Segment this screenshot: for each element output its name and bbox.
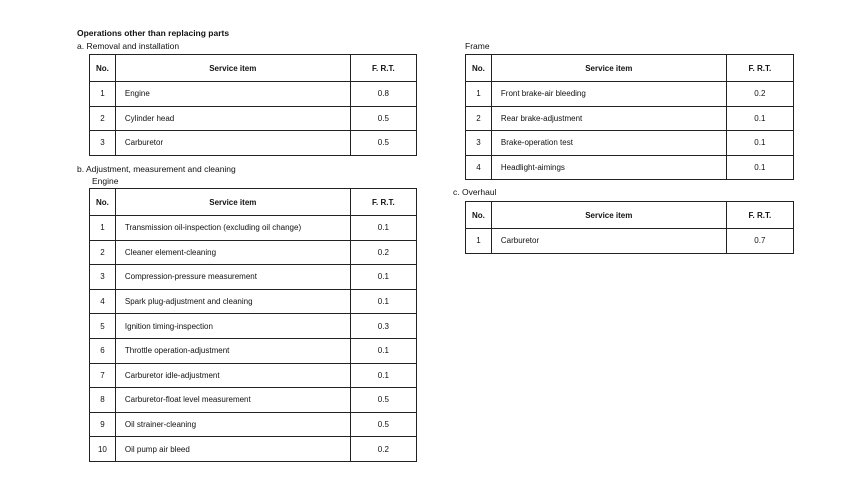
row-service-item: Rear brake-adjustment <box>491 106 726 131</box>
table-row <box>466 106 794 131</box>
row-service-item: Compression-pressure measurement <box>115 265 350 290</box>
header-frt: F. R.T. <box>350 189 416 216</box>
row-frt: 0.1 <box>350 363 416 388</box>
header-no: No. <box>466 202 492 229</box>
row-no: 7 <box>90 363 116 388</box>
table-header-row <box>90 189 417 216</box>
table-row <box>466 131 794 156</box>
row-frt: 0.5 <box>350 412 416 437</box>
table-row <box>90 216 417 241</box>
row-no: 5 <box>90 314 116 339</box>
row-frt: 0.1 <box>350 338 416 363</box>
row-no: 4 <box>466 155 492 180</box>
header-no: No. <box>90 189 116 216</box>
row-no: 2 <box>466 106 492 131</box>
row-service-item: Carburetor <box>491 229 726 254</box>
section-c-label: c. Overhaul <box>453 187 497 197</box>
row-frt: 0.7 <box>726 229 793 254</box>
header-service-item: Service item <box>115 189 350 216</box>
header-no: No. <box>466 55 492 82</box>
section-b-sublabel: Engine <box>92 176 119 186</box>
table-row <box>90 265 417 290</box>
row-no: 3 <box>90 131 116 156</box>
table-row <box>90 437 417 462</box>
table-header-row <box>90 55 417 82</box>
section-b-label: b. Adjustment, measurement and cleaning <box>77 164 236 174</box>
table-row <box>90 82 417 107</box>
overhaul-table <box>465 201 794 254</box>
row-no: 2 <box>90 106 116 131</box>
adjustment-engine-table <box>89 188 417 462</box>
table-header-row <box>466 202 794 229</box>
header-frt: F. R.T. <box>726 202 793 229</box>
header-no: No. <box>90 55 116 82</box>
row-service-item: Front brake-air bleeding <box>491 82 726 107</box>
table-row <box>466 229 794 254</box>
row-no: 2 <box>90 240 116 265</box>
row-frt: 0.3 <box>350 314 416 339</box>
table-header-row <box>466 55 794 82</box>
frame-table <box>465 54 794 180</box>
row-frt: 0.2 <box>726 82 793 107</box>
row-no: 9 <box>90 412 116 437</box>
header-service-item: Service item <box>491 202 726 229</box>
row-service-item: Ignition timing-inspection <box>115 314 350 339</box>
row-no: 1 <box>90 82 116 107</box>
row-frt: 0.5 <box>350 388 416 413</box>
header-service-item: Service item <box>115 55 350 82</box>
row-frt: 0.1 <box>726 155 793 180</box>
row-frt: 0.1 <box>726 106 793 131</box>
table-row <box>90 363 417 388</box>
table-row <box>90 240 417 265</box>
row-no: 1 <box>90 216 116 241</box>
table-row <box>90 289 417 314</box>
row-no: 3 <box>466 131 492 156</box>
row-no: 10 <box>90 437 116 462</box>
header-frt: F. R.T. <box>726 55 793 82</box>
row-no: 6 <box>90 338 116 363</box>
table-row <box>90 131 417 156</box>
row-service-item: Carburetor-float level measurement <box>115 388 350 413</box>
table-row <box>466 82 794 107</box>
table-row <box>90 412 417 437</box>
row-service-item: Engine <box>115 82 350 107</box>
row-service-item: Carburetor idle-adjustment <box>115 363 350 388</box>
row-service-item: Carburetor <box>115 131 350 156</box>
row-no: 1 <box>466 229 492 254</box>
removal-installation-table <box>89 54 417 156</box>
row-service-item: Oil strainer-cleaning <box>115 412 350 437</box>
row-service-item: Brake-operation test <box>491 131 726 156</box>
row-frt: 0.2 <box>350 240 416 265</box>
table-row <box>90 314 417 339</box>
row-frt: 0.5 <box>350 106 416 131</box>
header-service-item: Service item <box>491 55 726 82</box>
table-row <box>90 106 417 131</box>
row-frt: 0.1 <box>350 265 416 290</box>
row-frt: 0.1 <box>350 289 416 314</box>
row-service-item: Oil pump air bleed <box>115 437 350 462</box>
row-frt: 0.8 <box>350 82 416 107</box>
row-service-item: Headlight-aimings <box>491 155 726 180</box>
frame-label: Frame <box>465 41 490 51</box>
row-frt: 0.1 <box>350 216 416 241</box>
row-service-item: Transmission oil-inspection (excluding oil change) <box>115 216 350 241</box>
row-no: 3 <box>90 265 116 290</box>
row-no: 4 <box>90 289 116 314</box>
row-service-item: Cleaner element-cleaning <box>115 240 350 265</box>
table-row <box>466 155 794 180</box>
row-service-item: Spark plug-adjustment and cleaning <box>115 289 350 314</box>
row-frt: 0.2 <box>350 437 416 462</box>
page-title: Operations other than replacing parts <box>77 28 230 38</box>
row-frt: 0.1 <box>726 131 793 156</box>
section-a-label: a. Removal and installation <box>77 41 180 51</box>
row-service-item: Throttle operation-adjustment <box>115 338 350 363</box>
row-frt: 0.5 <box>350 131 416 156</box>
row-service-item: Cylinder head <box>115 106 350 131</box>
header-frt: F. R.T. <box>350 55 416 82</box>
table-row <box>90 388 417 413</box>
row-no: 1 <box>466 82 492 107</box>
table-row <box>90 338 417 363</box>
row-no: 8 <box>90 388 116 413</box>
